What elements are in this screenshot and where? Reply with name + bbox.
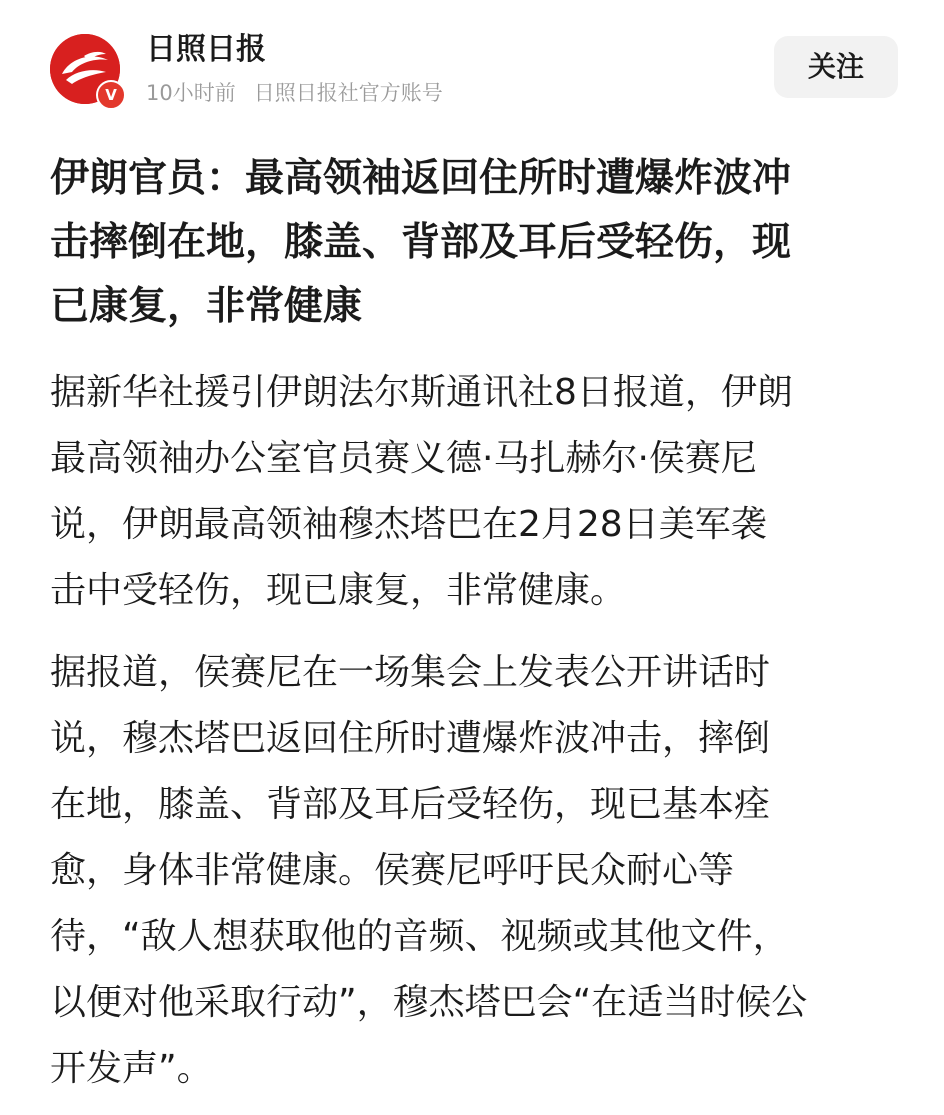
paragraph-line: 据新华社援引伊朗法尔斯通讯社8日报道，伊朗 — [50, 372, 793, 413]
title-line: 已康复，非常健康 — [50, 284, 363, 329]
post-time: 10小时前 — [146, 81, 236, 105]
paragraph-line: 据报道，侯赛尼在一场集会上发表公开讲话时 — [50, 652, 771, 693]
verified-badge-icon: V — [96, 80, 126, 110]
article-header — [0, 0, 944, 130]
paragraph-line: 愈，身体非常健康。侯赛尼呼吁民众耐心等 — [50, 850, 735, 891]
article-title — [50, 147, 910, 339]
article-paragraph-2 — [50, 640, 910, 1102]
account-meta — [146, 78, 443, 108]
paragraph-line: 说，穆杰塔巴返回住所时遭爆炸波冲击，摔倒 — [50, 718, 771, 759]
paragraph-line: 在地，膝盖、背部及耳后受轻伤，现已基本痊 — [50, 784, 771, 825]
account-name[interactable]: 日照日报 — [146, 32, 266, 67]
article-paragraph-1 — [50, 360, 910, 624]
title-line: 伊朗官员：最高领袖返回住所时遭爆炸波冲 — [50, 156, 792, 201]
paragraph-line: 以便对他采取行动”，穆杰塔巴会“在适当时候公 — [50, 982, 808, 1023]
paragraph-line: 待，“敌人想获取他的音频、视频或其他文件， — [50, 916, 789, 957]
paragraph-line: 击中受轻伤，现已康复，非常健康。 — [50, 570, 627, 611]
follow-button[interactable]: 关注 — [774, 36, 898, 98]
title-line: 击摔倒在地，膝盖、背部及耳后受轻伤，现 — [50, 220, 792, 265]
paragraph-line: 开发声”。 — [50, 1048, 213, 1089]
paragraph-line: 说，伊朗最高领袖穆杰塔巴在2月28日美军袭 — [50, 504, 767, 545]
paragraph-line: 最高领袖办公室官员赛义德·马扎赫尔·侯赛尼 — [50, 438, 757, 479]
account-description: 日照日报社官方账号 — [253, 81, 443, 105]
